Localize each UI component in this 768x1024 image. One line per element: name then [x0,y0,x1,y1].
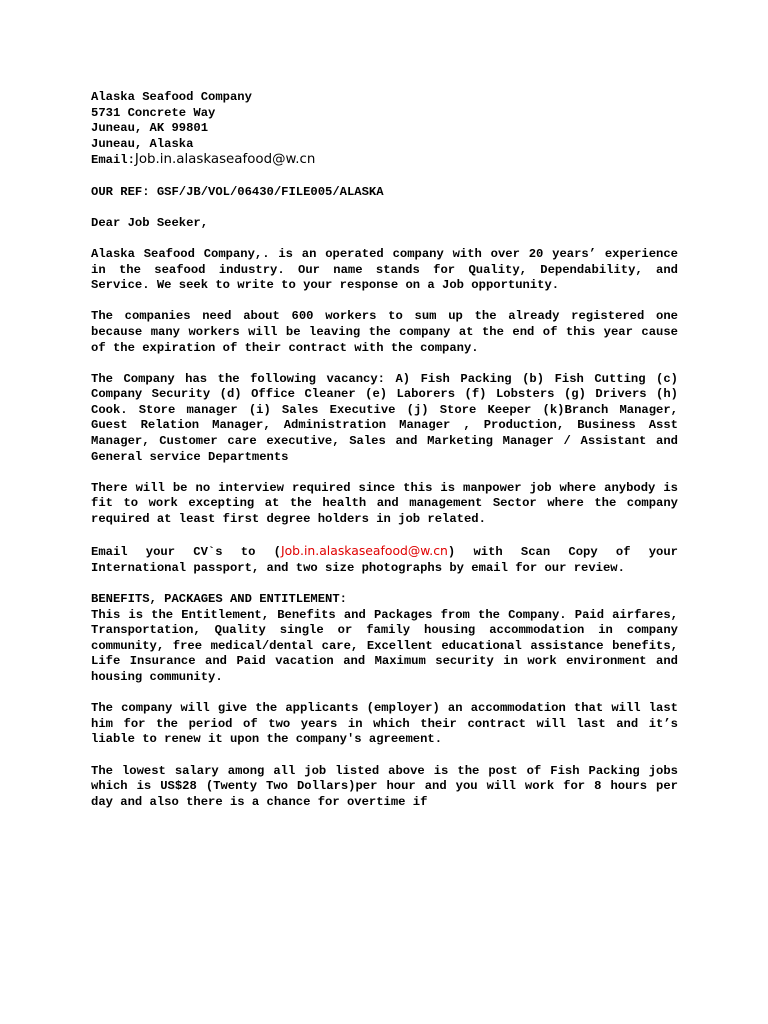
apply-text-before: Email your CV`s to ( [91,545,281,560]
city-state: Juneau, Alaska [91,136,194,151]
paragraph-benefits: This is the Entitlement, Benefits and Packages from the Company. Paid airfares, Transportation, Quality single or family housing accommodation in company community, free medical/dental care, Excellent educational assistance benefits, Life Insurance and Paid vacation and Maximum security in work environment and housing community. [91,607,678,684]
paragraph-intro: Alaska Seafood Company,. is an operated company with over 20 years’ experience in the seafood industry. Our name stands for Quality, Dependability, and Service. We seek to write to your response on a Job opportunity. [91,246,678,293]
sender-address [91,90,678,169]
reference-line: OUR REF: GSF/JB/VOL/06430/FILE005/ALASKA [91,184,384,199]
email-address: Job.in.alaskaseafood@w.cn [134,152,316,168]
apply-email-link[interactable]: Job.in.alaskaseafood@w.cn [280,543,448,559]
paragraph-workers: The companies need about 600 workers to sum up the already registered one because many workers will be leaving the company at the end of this year cause of the expiration of their contract with the company. [91,309,678,355]
paragraph-interview: There will be no interview required since this is manpower job where anybody is fit to work excepting at the health and management Sector where the company required at least first degree holders in job related. [91,480,678,527]
email-label: Email: [91,153,135,168]
street-address: 5731 Concrete Way [91,105,216,120]
paragraph-apply [91,543,678,576]
paragraph-accommodation: The company will give the applicants (employer) an accommodation that will last him for the period of two years in which their contract will last and it’s liable to renew it upon the company's agreement. [91,701,678,747]
city-zip: Juneau, AK 99801 [91,121,209,136]
salutation: Dear Job Seeker, [91,215,209,230]
company-name: Alaska Seafood Company [91,90,252,104]
benefits-heading: BENEFITS, PACKAGES AND ENTITLEMENT: [91,592,347,606]
paragraph-vacancy: The Company has the following vacancy: A) Fish Packing (b) Fish Cutting (c) Company Security (d) Office Cleaner (e) Laborers (f) Lobsters (g) Drivers (h) Cook. Store manager (i) Sales Executive (j) Store Keeper (k)Branch Manager, Guest Relation Manager, Administration Manager , Production, Business Asst Manager, Customer care executive, Sales and Marketing Manager / Assistant and General service Departments [91,371,678,464]
apply-text-after: ) with Scan Copy of your International passport, and two size photographs by email for our review. [91,545,679,575]
email-line [91,152,678,169]
letter [91,90,678,810]
paragraph-salary: The lowest salary among all job listed above is the post of Fish Packing jobs which is US$28 (Twenty Two Dollars)per hour and you will work for 8 hours per day and also there is a chance for overtime if [91,763,678,809]
